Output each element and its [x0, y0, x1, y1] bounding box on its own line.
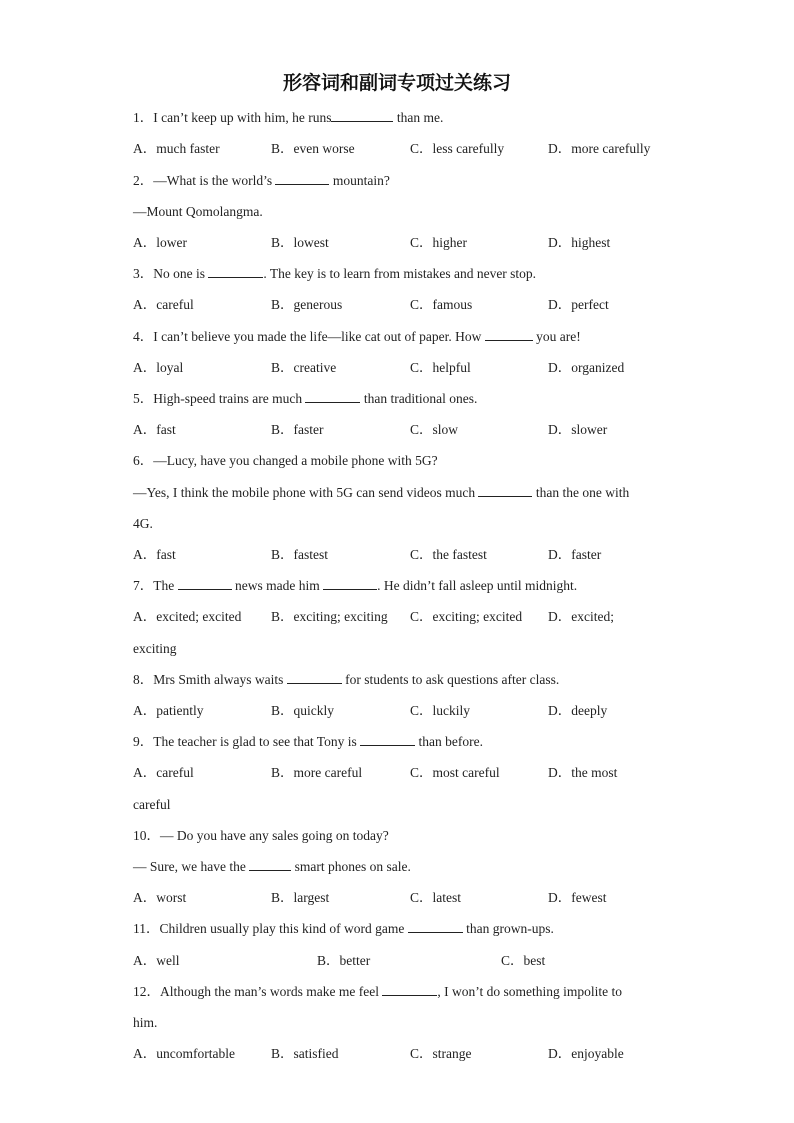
q3-option-c: C．famous [410, 297, 473, 312]
q7-option-d: D．excited; [548, 609, 614, 624]
answer-blank [360, 733, 415, 746]
page-title: 形容词和副词专项过关练习 [282, 72, 511, 94]
question-6-line-3: 4G. [133, 516, 153, 531]
q6-option-d: D．faster [548, 547, 602, 562]
q3-option-b: B．generous [271, 297, 343, 312]
q12-option-a: A．uncomfortable [133, 1046, 235, 1061]
q10-option-d: D．fewest [548, 890, 607, 905]
answer-blank [208, 265, 263, 278]
q10-option-b: B．largest [271, 890, 330, 905]
q5-option-a: A．fast [133, 422, 176, 437]
q1-option-b: B．even worse [271, 141, 355, 156]
q8-option-c: C．luckily [410, 703, 470, 718]
q7-option-d-wrap: exciting [133, 641, 177, 656]
q9-option-b: B．more careful [271, 765, 363, 780]
question-6-line-2: —Yes, I think the mobile phone with 5G can send videos much than the one with [133, 485, 630, 500]
question-2: 2．—What is the world’s mountain? [133, 173, 390, 188]
q2-option-b: B．lowest [271, 235, 329, 250]
answer-blank [382, 983, 437, 996]
answer-blank [287, 671, 342, 684]
question-1: 1．I can’t keep up with him, he runs than me. [133, 110, 444, 125]
q12-option-c: C．strange [410, 1046, 472, 1061]
question-10-line-2: — Sure, we have the smart phones on sale. [133, 859, 411, 874]
q2-option-a: A．lower [133, 235, 187, 250]
q9-option-d-wrap: careful [133, 797, 171, 812]
q6-option-c: C．the fastest [410, 547, 487, 562]
q7-option-c: C．exciting; excited [410, 609, 523, 624]
question-12: 12．Although the man’s words make me feel , I won’t do something impolite to [133, 984, 622, 999]
answer-blank [275, 172, 329, 185]
answer-blank [408, 920, 463, 933]
answer-blank [331, 109, 393, 122]
q9-option-d: D．the most [548, 765, 618, 780]
answer-blank [478, 484, 532, 497]
q8-option-d: D．deeply [548, 703, 608, 718]
q9-option-a: A．careful [133, 765, 194, 780]
q7-option-a: A．excited; excited [133, 609, 242, 624]
q4-option-b: B．creative [271, 360, 337, 375]
answer-blank [178, 577, 232, 590]
question-6: 6．—Lucy, have you changed a mobile phone with 5G? [133, 453, 438, 468]
q10-option-a: A．worst [133, 890, 187, 905]
q8-option-a: A．patiently [133, 703, 204, 718]
q4-option-c: C．helpful [410, 360, 471, 375]
question-10: 10．— Do you have any sales going on today? [133, 828, 389, 843]
question-3: 3．No one is . The key is to learn from mistakes and never stop. [133, 266, 537, 281]
question-4: 4．I can’t believe you made the life—like cat out of paper. How you are! [133, 329, 581, 344]
q12-option-b: B．satisfied [271, 1046, 339, 1061]
q4-option-a: A．loyal [133, 360, 184, 375]
answer-blank [249, 858, 291, 871]
question-9: 9．The teacher is glad to see that Tony is than before. [133, 734, 483, 749]
q12-option-d: D．enjoyable [548, 1046, 624, 1061]
answer-blank [485, 328, 533, 341]
question-2-line-2: —Mount Qomolangma. [133, 204, 263, 219]
question-5: 5．High-speed trains are much than traditional ones. [133, 391, 478, 406]
q4-option-d: D．organized [548, 360, 625, 375]
q1-option-d: D．more carefully [548, 141, 651, 156]
question-7: 7．The news made him . He didn’t fall asleep until midnight. [133, 578, 578, 593]
question-8: 8．Mrs Smith always waits for students to ask questions after class. [133, 672, 560, 687]
q2-option-c: C．higher [410, 235, 467, 250]
q2-option-d: D．highest [548, 235, 611, 250]
q6-option-a: A．fast [133, 547, 176, 562]
q1-option-c: C．less carefully [410, 141, 505, 156]
q11-option-a: A．well [133, 953, 180, 968]
q11-option-b: B．better [317, 953, 371, 968]
q1-option-a: A．much faster [133, 141, 220, 156]
q10-option-c: C．latest [410, 890, 461, 905]
q6-option-b: B．fastest [271, 547, 328, 562]
q5-option-c: C．slow [410, 422, 459, 437]
question-12-line-2: him. [133, 1015, 158, 1030]
q3-option-d: D．perfect [548, 297, 609, 312]
q7-option-b: B．exciting; exciting [271, 609, 388, 624]
q3-option-a: A．careful [133, 297, 194, 312]
question-11: 11．Children usually play this kind of word game than grown-ups. [133, 921, 554, 936]
q9-option-c: C．most careful [410, 765, 500, 780]
answer-blank [323, 577, 377, 590]
q8-option-b: B．quickly [271, 703, 334, 718]
q5-option-d: D．slower [548, 422, 608, 437]
answer-blank [305, 390, 360, 403]
q5-option-b: B．faster [271, 422, 324, 437]
q11-option-c: C．best [501, 953, 546, 968]
